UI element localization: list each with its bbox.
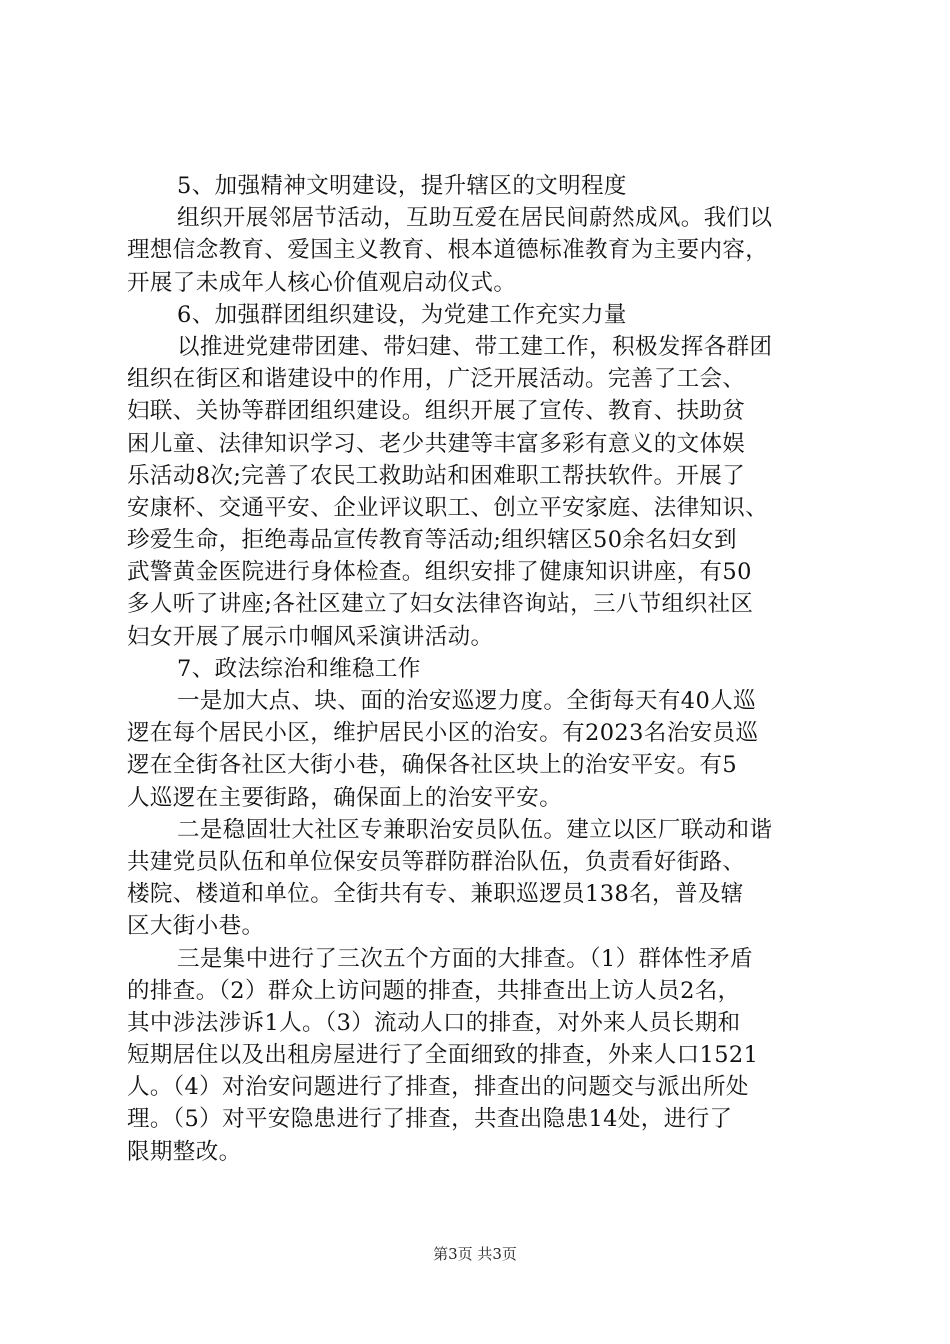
paragraph-line: 区大街小巷。 (127, 913, 265, 940)
paragraph-line: 限期整改。 (127, 1138, 242, 1165)
paragraph-line: 以推进党建带团建、带妇建、带工建工作，积极发挥各群团 (177, 333, 773, 360)
page-total: 共3页 (477, 1245, 517, 1263)
paragraph-line: 多人听了讲座;各社区建立了妇女法律咨询站，三八节组织社区 (127, 591, 754, 618)
paragraph-line: 三是集中进行了三次五个方面的大排查。（1）群体性矛盾 (177, 945, 753, 972)
page-number: 第3页 (433, 1245, 473, 1263)
paragraph-line: 开展了未成年人核心价值观启动仪式。 (127, 269, 517, 296)
paragraph-line: 理。（5）对平安隐患进行了排查，共查出隐患14处，进行了 (127, 1106, 733, 1133)
paragraph-line: 妇联、关协等群团组织建设。组织开展了宣传、教育、扶助贫 (127, 398, 746, 425)
paragraph-line: 组织在街区和谐建设中的作用，广泛开展活动。完善了工会、 (127, 366, 746, 393)
paragraph-line: 的排查。（2）群众上访问题的排查，共排查出上访人员2名， (127, 977, 741, 1004)
paragraph-line: 妇女开展了展示巾帼风采演讲活动。 (127, 623, 494, 650)
paragraph-line: 武警黄金医院进行身体检查。组织安排了健康知识讲座，有50 (127, 559, 752, 586)
section-heading-7: 7、政法综治和维稳工作 (177, 655, 421, 682)
paragraph-line: 安康杯、交通平安、企业评议职工、创立平安家庭、法律知识、 (127, 494, 769, 521)
page-footer (0, 1244, 950, 1264)
paragraph-line: 逻在每个居民小区，维护居民小区的治安。有2023名治安员巡 (127, 720, 759, 747)
paragraph-line: 楼院、楼道和单位。全街共有专、兼职巡逻员138名，普及辖 (127, 881, 744, 908)
paragraph-line: 珍爱生命，拒绝毒品宣传教育等活动;组织辖区50余名妇女到 (127, 527, 737, 554)
paragraph-line: 人巡逻在主要街路，确保面上的治安平安。 (127, 784, 563, 811)
paragraph-line: 逻在全街各社区大街小巷，确保各社区块上的治安平安。有5 (127, 752, 738, 779)
paragraph-line: 二是稳固壮大社区专兼职治安员队伍。建立以区厂联动和谐 (177, 816, 773, 843)
paragraph-line: 组织开展邻居节活动，互助互爱在居民间蔚然成风。我们以 (177, 205, 773, 232)
paragraph-line: 困儿童、法律知识学习、老少共建等丰富多彩有意义的文体娱 (127, 430, 746, 457)
paragraph-line: 理想信念教育、爱国主义教育、根本道德标准教育为主要内容， (127, 237, 769, 264)
section-heading-5: 5、加强精神文明建设，提升辖区的文明程度 (177, 173, 627, 199)
document-body (127, 170, 843, 1168)
paragraph-line: 人。（4）对治安问题进行了排查，排查出的问题交与派出所处 (127, 1074, 749, 1101)
paragraph-line: 乐活动8次;完善了农民工救助站和困难职工帮扶软件。开展了 (127, 462, 746, 489)
section-heading-6: 6、加强群团组织建设，为党建工作充实力量 (177, 301, 627, 328)
paragraph-line: 共建党员队伍和单位保安员等群防群治队伍，负责看好街路、 (127, 848, 746, 875)
paragraph-line: 其中涉法涉诉1人。（3）流动人口的排查，对外来人员长期和 (127, 1009, 741, 1036)
paragraph-line: 一是加大点、块、面的治安巡逻力度。全街每天有40人巡 (177, 688, 757, 714)
paragraph-line: 短期居住以及出租房屋进行了全面细致的排查，外来人口1521 (127, 1042, 759, 1069)
